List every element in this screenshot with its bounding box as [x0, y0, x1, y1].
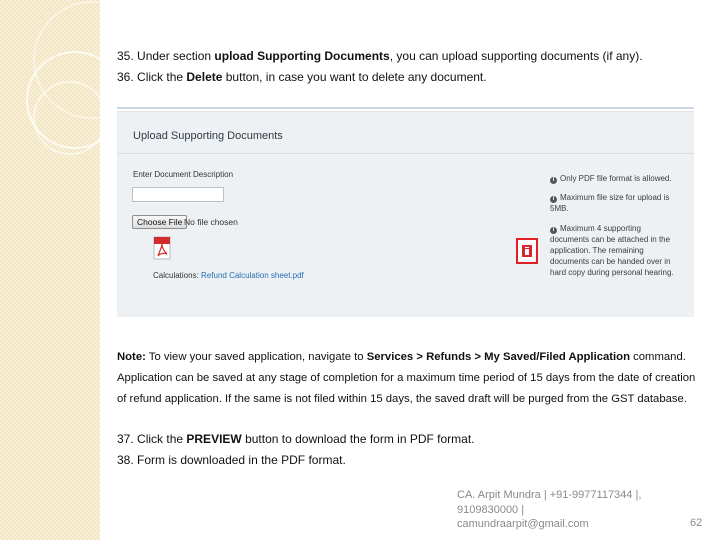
step-35-text: Under section: [137, 49, 215, 63]
info-icon: i: [550, 196, 557, 203]
info-icon: i: [550, 227, 557, 234]
step-36: [117, 70, 487, 84]
decorative-circles: [0, 0, 100, 540]
step-36-text: Click the: [137, 70, 187, 84]
panel-title: Upload Supporting Documents: [133, 130, 283, 142]
note-label: Note:: [117, 351, 146, 363]
step-36-number: 36.: [117, 70, 134, 84]
step-36-bold: Delete: [186, 70, 223, 84]
step-35-bold: upload Supporting Documents: [214, 49, 390, 63]
step-37-text-end: button to download the form in PDF format.: [241, 432, 475, 446]
panel-divider: [117, 153, 694, 154]
decorative-side-strip: [0, 0, 100, 540]
info-max-documents: i Maximum 4 supporting documents can be attached in the application. The remaining documents can be handed over in hard copy during personal hearing.: [550, 224, 674, 277]
footer-contact: [457, 488, 641, 532]
step-38-number: 38.: [117, 453, 134, 467]
step-35-number: 35.: [117, 49, 134, 63]
no-file-chosen-text: No file chosen: [184, 217, 238, 227]
info-max-size: i Maximum file size for upload is 5MB.: [550, 193, 670, 213]
footer-line-1: CA. Arpit Mundra | +91-9977117344 |,: [457, 489, 642, 501]
info-pdf-only: i Only PDF file format is allowed.: [550, 173, 680, 184]
document-description-input[interactable]: [132, 187, 224, 202]
step-37: [117, 432, 475, 446]
step-35: [117, 49, 643, 63]
info-icon: i: [550, 177, 557, 184]
step-37-number: 37.: [117, 432, 134, 446]
step-37-bold: PREVIEW: [186, 432, 242, 446]
step-37-text: Click the: [137, 432, 187, 446]
note-paragraph: Note: To view your saved application, navigate to Services > Refunds > My Saved/Filed Application command. Application can be saved at any stage of completion for a maximum time period of 15 days from the date of creation of refund application. If the same is not filed within 15 days, the saved draft will be purged from the GST database.: [117, 351, 696, 405]
calculations-row: [153, 271, 304, 280]
calculations-label: Calculations:: [153, 271, 199, 280]
navigation-path: Services > Refunds > My Saved/Filed Application: [366, 351, 630, 363]
delete-button[interactable]: [516, 238, 538, 264]
refund-calculation-sheet-link[interactable]: Refund Calculation sheet.pdf: [201, 271, 304, 280]
step-38-text: Form is downloaded in the PDF format.: [137, 453, 346, 467]
upload-documents-panel: [117, 111, 694, 317]
document-description-label: Enter Document Description: [133, 170, 234, 179]
footer-email: camundraarpit@gmail.com: [457, 518, 589, 530]
divider: [117, 107, 694, 109]
footer-line-2: 9109830000 |: [457, 503, 525, 516]
step-36-text-end: button, in case you want to delete any document.: [222, 70, 487, 84]
pdf-file-icon: [153, 236, 171, 260]
page-number: 62: [690, 517, 703, 529]
step-35-text-end: , you can upload supporting documents (if any).: [389, 49, 643, 63]
choose-file-button[interactable]: Choose File: [132, 215, 187, 229]
step-38: [117, 453, 346, 467]
